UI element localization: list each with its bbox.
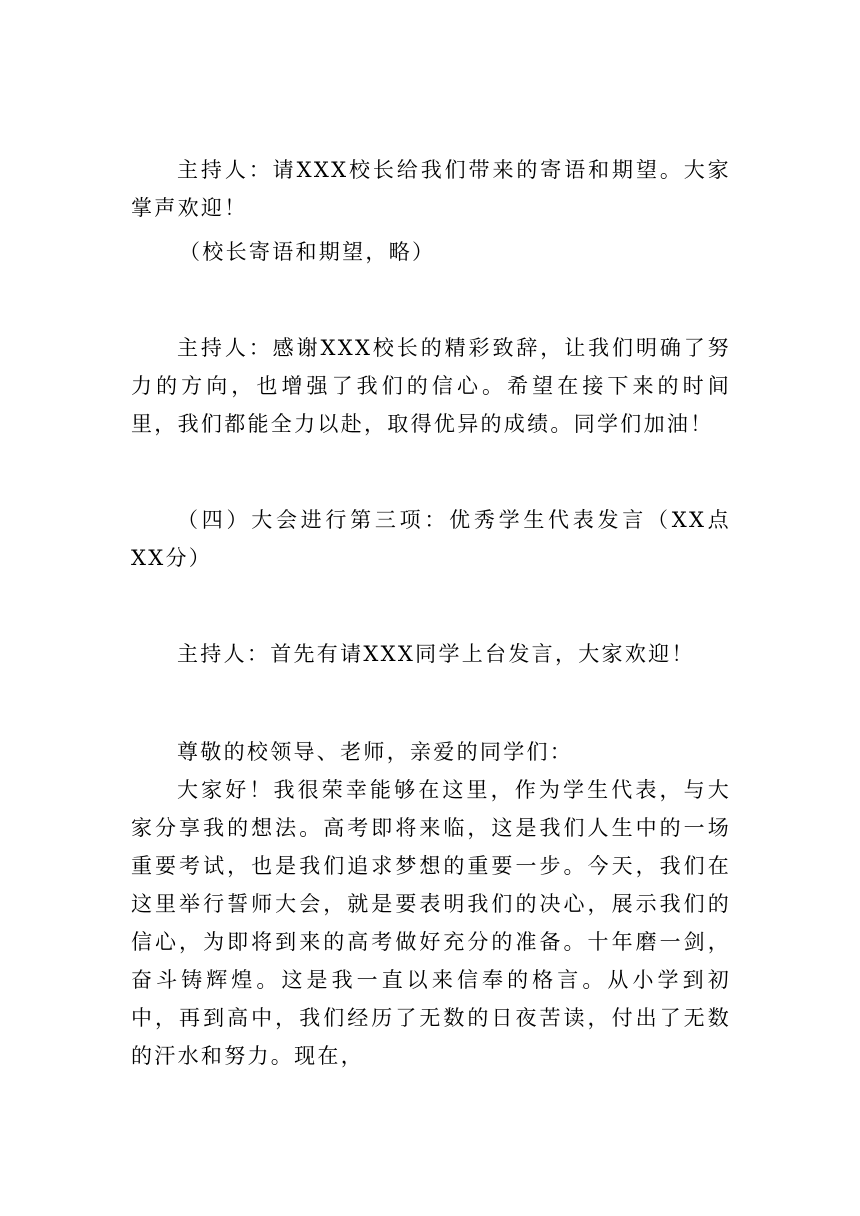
host-invite-principal-paragraph: 主持人：请XXX校长给我们带来的寄语和期望。大家掌声欢迎！ (131, 158, 731, 220)
principal-remarks-note: （校长寄语和期望，略） (179, 240, 436, 264)
host-invite-student-paragraph: 主持人：首先有请XXX同学上台发言，大家欢迎！ (177, 642, 695, 666)
speech-salutation: 尊敬的校领导、老师，亲爱的同学们： (177, 740, 574, 764)
host-thanks-principal-paragraph: 主持人：感谢XXX校长的精彩致辞，让我们明确了努力的方向，也增强了我们的信心。希望在接下来的时间里，我们都能全力以赴，取得优异的成绩。同学们加油！ (131, 336, 731, 436)
document-body (131, 151, 731, 1075)
agenda-item-three-heading: （四）大会进行第三项：优秀学生代表发言（XX点XX分） (131, 508, 731, 570)
speech-body-paragraph: 大家好！我很荣幸能够在这里，作为学生代表，与大家分享我的想法。高考即将来临，这是我们人生中的一场重要考试，也是我们追求梦想的重要一步。今天，我们在这里举行誓师大会，就是要表明我们的决心，展示我们的信心，为即将到来的高考做好充分的准备。十年磨一剑，奋斗铸辉煌。这是我一直以来信奉的格言。从小学到初中，再到高中，我们经历了无数的日夜苦读，付出了无数的汗水和努力。现在， (131, 778, 731, 1068)
